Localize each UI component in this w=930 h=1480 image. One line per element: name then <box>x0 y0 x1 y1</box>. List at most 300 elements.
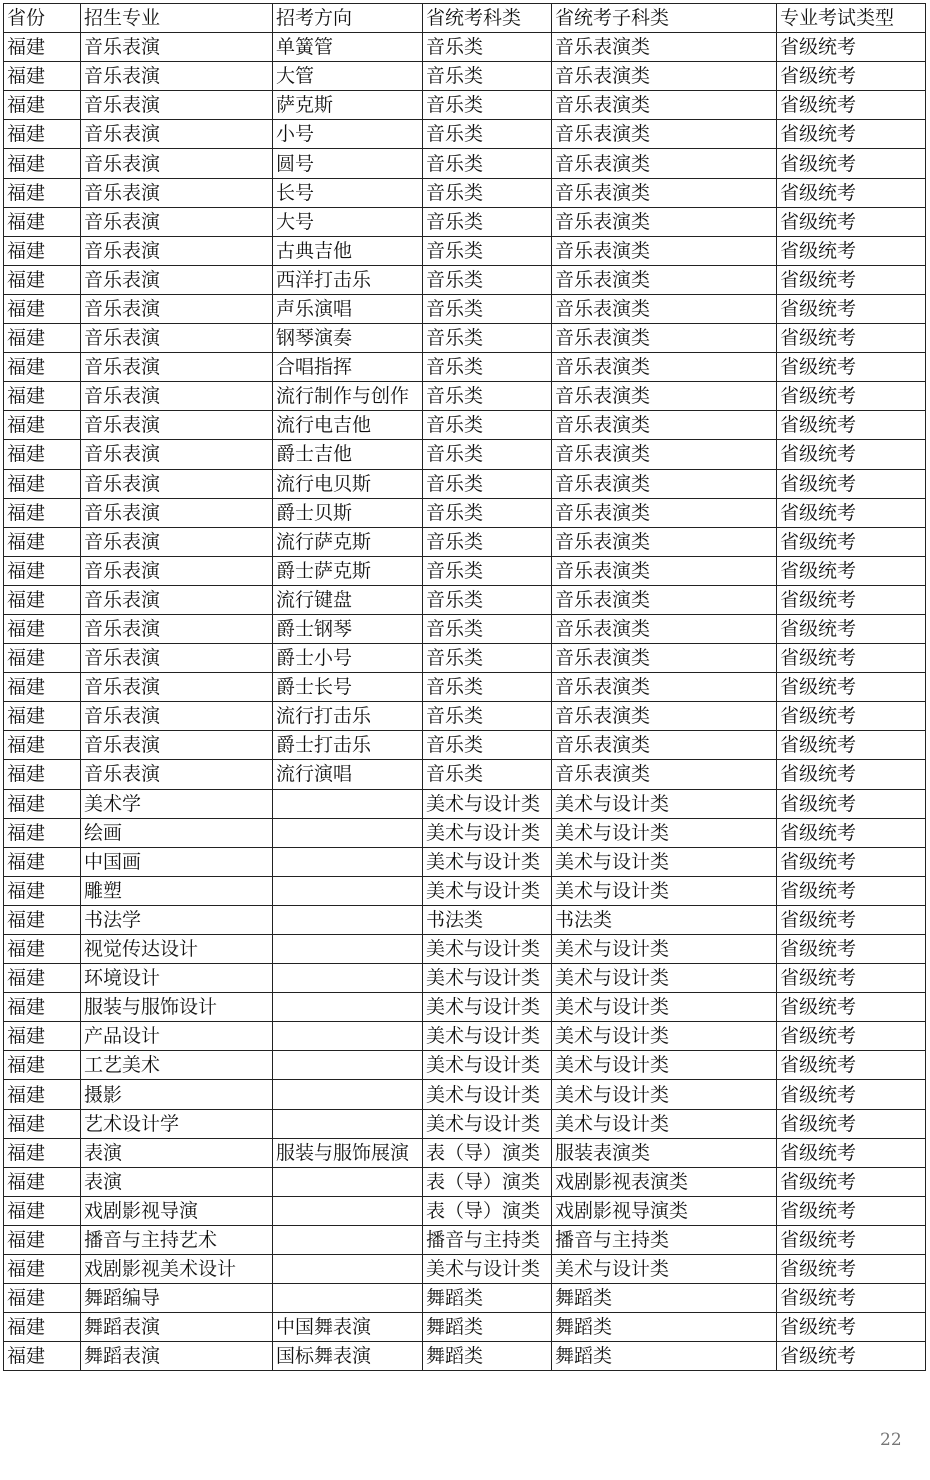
table-cell: 美术与设计类 <box>552 789 777 818</box>
table-cell: 音乐表演类 <box>552 33 777 62</box>
table-cell: 音乐表演 <box>81 614 273 643</box>
table-cell: 音乐表演类 <box>552 324 777 353</box>
table-cell: 萨克斯 <box>273 91 423 120</box>
table-row <box>4 382 926 411</box>
table-cell: 美术与设计类 <box>423 876 552 905</box>
table-cell: 福建 <box>4 120 81 149</box>
table-cell: 戏剧影视美术设计 <box>81 1255 273 1284</box>
table-cell <box>273 1284 423 1313</box>
table-cell: 音乐表演类 <box>552 207 777 236</box>
table-cell: 服装表演类 <box>552 1138 777 1167</box>
table-cell: 福建 <box>4 1080 81 1109</box>
table-cell: 福建 <box>4 1255 81 1284</box>
table-cell: 舞蹈类 <box>423 1284 552 1313</box>
table-cell: 大管 <box>273 62 423 91</box>
table-cell: 音乐表演 <box>81 62 273 91</box>
table-cell: 福建 <box>4 382 81 411</box>
table-cell: 美术与设计类 <box>552 876 777 905</box>
table-row <box>4 178 926 207</box>
table-cell: 福建 <box>4 62 81 91</box>
table-cell: 音乐表演 <box>81 120 273 149</box>
table-cell: 大号 <box>273 207 423 236</box>
table-cell: 音乐表演 <box>81 760 273 789</box>
table-row <box>4 1080 926 1109</box>
table-cell: 雕塑 <box>81 876 273 905</box>
table-cell: 省级统考 <box>777 382 926 411</box>
table-cell: 舞蹈类 <box>552 1284 777 1313</box>
table-cell <box>273 1109 423 1138</box>
table-cell: 省级统考 <box>777 91 926 120</box>
table-cell: 福建 <box>4 614 81 643</box>
table-cell: 音乐类 <box>423 324 552 353</box>
column-header: 省份 <box>4 4 81 33</box>
table-row <box>4 556 926 585</box>
table-cell: 美术与设计类 <box>552 1051 777 1080</box>
table-cell: 省级统考 <box>777 818 926 847</box>
table-cell: 戏剧影视导演类 <box>552 1196 777 1225</box>
column-header: 省统考科类 <box>423 4 552 33</box>
table-cell: 省级统考 <box>777 265 926 294</box>
table-cell: 福建 <box>4 1109 81 1138</box>
table-row <box>4 673 926 702</box>
table-cell: 美术与设计类 <box>423 993 552 1022</box>
table-cell: 省级统考 <box>777 585 926 614</box>
table-cell: 福建 <box>4 294 81 323</box>
table-cell: 流行萨克斯 <box>273 527 423 556</box>
table-cell: 音乐表演 <box>81 353 273 382</box>
table-cell: 美术与设计类 <box>423 1255 552 1284</box>
table-cell: 播音与主持类 <box>423 1225 552 1254</box>
table-row <box>4 818 926 847</box>
table-cell: 省级统考 <box>777 556 926 585</box>
table-row <box>4 207 926 236</box>
table-cell: 产品设计 <box>81 1022 273 1051</box>
table-cell: 音乐表演类 <box>552 178 777 207</box>
table-cell: 音乐类 <box>423 265 552 294</box>
table-cell: 单簧管 <box>273 33 423 62</box>
table-cell <box>273 935 423 964</box>
table-cell: 戏剧影视表演类 <box>552 1167 777 1196</box>
table-cell: 美术与设计类 <box>423 935 552 964</box>
table-body <box>4 4 926 1371</box>
table-cell: 中国舞表演 <box>273 1313 423 1342</box>
table-cell: 表（导）演类 <box>423 1196 552 1225</box>
table-cell: 省级统考 <box>777 1342 926 1371</box>
table-cell: 省级统考 <box>777 1167 926 1196</box>
table-cell: 省级统考 <box>777 993 926 1022</box>
table-cell: 福建 <box>4 33 81 62</box>
table-cell: 音乐类 <box>423 673 552 702</box>
table-cell: 小号 <box>273 120 423 149</box>
table-cell: 音乐类 <box>423 614 552 643</box>
table-cell: 美术与设计类 <box>552 818 777 847</box>
table-cell: 音乐表演 <box>81 556 273 585</box>
table-cell: 福建 <box>4 1225 81 1254</box>
table-cell: 福建 <box>4 1167 81 1196</box>
table-cell: 省级统考 <box>777 353 926 382</box>
table-cell: 工艺美术 <box>81 1051 273 1080</box>
table-cell: 福建 <box>4 265 81 294</box>
table-row <box>4 527 926 556</box>
table-cell: 流行制作与创作 <box>273 382 423 411</box>
table-cell: 音乐表演 <box>81 411 273 440</box>
table-cell: 音乐类 <box>423 469 552 498</box>
table-cell: 书法类 <box>552 905 777 934</box>
table-cell: 音乐表演类 <box>552 644 777 673</box>
table-row <box>4 993 926 1022</box>
table-cell: 美术与设计类 <box>552 935 777 964</box>
table-cell: 音乐类 <box>423 236 552 265</box>
table-cell: 省级统考 <box>777 1313 926 1342</box>
table-cell: 美术与设计类 <box>552 1022 777 1051</box>
table-cell: 音乐类 <box>423 760 552 789</box>
table-cell: 省级统考 <box>777 731 926 760</box>
table-cell: 省级统考 <box>777 62 926 91</box>
table-cell: 音乐类 <box>423 731 552 760</box>
table-cell: 音乐表演 <box>81 673 273 702</box>
table-cell: 美术与设计类 <box>423 789 552 818</box>
table-cell <box>273 1022 423 1051</box>
table-cell: 福建 <box>4 324 81 353</box>
table-cell: 福建 <box>4 993 81 1022</box>
table-cell: 美术与设计类 <box>423 818 552 847</box>
table-row <box>4 702 926 731</box>
table-cell <box>273 1167 423 1196</box>
table-cell: 福建 <box>4 585 81 614</box>
table-cell: 美术与设计类 <box>552 847 777 876</box>
table-cell: 省级统考 <box>777 178 926 207</box>
table-cell: 钢琴演奏 <box>273 324 423 353</box>
table-cell: 音乐表演 <box>81 731 273 760</box>
table-cell: 美术与设计类 <box>423 964 552 993</box>
table-cell: 福建 <box>4 876 81 905</box>
table-cell: 流行电吉他 <box>273 411 423 440</box>
table-cell: 音乐类 <box>423 149 552 178</box>
table-cell: 福建 <box>4 556 81 585</box>
table-cell: 播音与主持艺术 <box>81 1225 273 1254</box>
table-cell: 音乐表演 <box>81 149 273 178</box>
table-cell: 戏剧影视导演 <box>81 1196 273 1225</box>
table-cell <box>273 1255 423 1284</box>
table-cell: 省级统考 <box>777 120 926 149</box>
table-cell: 福建 <box>4 469 81 498</box>
table-cell: 省级统考 <box>777 149 926 178</box>
table-cell <box>273 847 423 876</box>
table-cell: 流行电贝斯 <box>273 469 423 498</box>
table-cell: 舞蹈类 <box>423 1342 552 1371</box>
table-cell: 音乐表演 <box>81 382 273 411</box>
table-cell: 表（导）演类 <box>423 1167 552 1196</box>
table-cell: 摄影 <box>81 1080 273 1109</box>
table-cell <box>273 905 423 934</box>
table-cell: 音乐类 <box>423 702 552 731</box>
table-cell: 流行打击乐 <box>273 702 423 731</box>
table-cell: 省级统考 <box>777 1196 926 1225</box>
table-row <box>4 1138 926 1167</box>
table-cell: 省级统考 <box>777 236 926 265</box>
enrollment-table <box>3 3 926 1371</box>
table-cell: 省级统考 <box>777 498 926 527</box>
column-header: 招考方向 <box>273 4 423 33</box>
table-cell: 福建 <box>4 644 81 673</box>
table-cell: 音乐表演 <box>81 207 273 236</box>
table-row <box>4 1313 926 1342</box>
table-cell: 书法学 <box>81 905 273 934</box>
table-cell: 音乐类 <box>423 585 552 614</box>
table-cell: 福建 <box>4 178 81 207</box>
table-cell: 音乐表演类 <box>552 62 777 91</box>
table-cell: 音乐表演 <box>81 440 273 469</box>
header-row <box>4 4 926 33</box>
table-cell: 音乐表演类 <box>552 614 777 643</box>
table-cell: 省级统考 <box>777 673 926 702</box>
table-cell: 音乐表演类 <box>552 673 777 702</box>
table-cell: 音乐类 <box>423 91 552 120</box>
table-row <box>4 760 926 789</box>
column-header: 省统考子科类 <box>552 4 777 33</box>
table-cell: 省级统考 <box>777 847 926 876</box>
table-cell: 音乐表演类 <box>552 731 777 760</box>
table-cell: 音乐表演类 <box>552 469 777 498</box>
table-cell: 美术与设计类 <box>423 1080 552 1109</box>
table-cell: 音乐类 <box>423 556 552 585</box>
table-cell: 长号 <box>273 178 423 207</box>
table-cell: 合唱指挥 <box>273 353 423 382</box>
table-row <box>4 324 926 353</box>
table-cell: 音乐表演 <box>81 265 273 294</box>
table-cell: 省级统考 <box>777 1255 926 1284</box>
table-cell: 音乐表演类 <box>552 760 777 789</box>
table-cell: 音乐表演 <box>81 33 273 62</box>
table-cell: 省级统考 <box>777 789 926 818</box>
table-cell: 省级统考 <box>777 207 926 236</box>
table-cell: 音乐类 <box>423 33 552 62</box>
table-cell: 表演 <box>81 1167 273 1196</box>
table-cell: 圆号 <box>273 149 423 178</box>
table-cell: 省级统考 <box>777 876 926 905</box>
table-cell: 音乐表演类 <box>552 294 777 323</box>
table-cell: 省级统考 <box>777 440 926 469</box>
table-cell: 美术与设计类 <box>423 1022 552 1051</box>
table-cell: 音乐表演 <box>81 585 273 614</box>
table-cell: 福建 <box>4 935 81 964</box>
table-cell: 美术与设计类 <box>552 1255 777 1284</box>
table-cell: 爵士小号 <box>273 644 423 673</box>
table-cell <box>273 993 423 1022</box>
table-row <box>4 876 926 905</box>
table-row <box>4 731 926 760</box>
table-cell: 流行演唱 <box>273 760 423 789</box>
table-cell: 音乐类 <box>423 498 552 527</box>
table-cell: 福建 <box>4 818 81 847</box>
table-cell: 音乐表演类 <box>552 353 777 382</box>
table-cell: 福建 <box>4 149 81 178</box>
table-row <box>4 120 926 149</box>
table-cell: 省级统考 <box>777 1225 926 1254</box>
table-cell: 音乐表演类 <box>552 236 777 265</box>
table-cell: 省级统考 <box>777 760 926 789</box>
table-cell: 福建 <box>4 731 81 760</box>
table-cell: 视觉传达设计 <box>81 935 273 964</box>
table-cell: 书法类 <box>423 905 552 934</box>
table-row <box>4 265 926 294</box>
table-cell: 表演 <box>81 1138 273 1167</box>
table-cell: 福建 <box>4 702 81 731</box>
table-cell: 福建 <box>4 91 81 120</box>
table-row <box>4 935 926 964</box>
table-cell: 音乐表演类 <box>552 265 777 294</box>
table-cell: 福建 <box>4 847 81 876</box>
table-cell: 音乐类 <box>423 527 552 556</box>
table-cell: 爵士钢琴 <box>273 614 423 643</box>
table-cell: 爵士长号 <box>273 673 423 702</box>
table-cell: 福建 <box>4 1051 81 1080</box>
table-cell: 省级统考 <box>777 905 926 934</box>
table-cell: 爵士吉他 <box>273 440 423 469</box>
table-cell: 福建 <box>4 1284 81 1313</box>
table-row <box>4 411 926 440</box>
table-cell <box>273 789 423 818</box>
table-row <box>4 1225 926 1254</box>
table-cell: 爵士贝斯 <box>273 498 423 527</box>
table-cell: 福建 <box>4 760 81 789</box>
table-cell: 音乐类 <box>423 644 552 673</box>
table-row <box>4 62 926 91</box>
table-row <box>4 585 926 614</box>
table-cell: 舞蹈类 <box>423 1313 552 1342</box>
table-cell: 国标舞表演 <box>273 1342 423 1371</box>
table-cell: 音乐表演类 <box>552 411 777 440</box>
table-cell: 音乐表演 <box>81 236 273 265</box>
table-row <box>4 236 926 265</box>
table-row <box>4 1342 926 1371</box>
table-row <box>4 644 926 673</box>
table-cell: 音乐表演类 <box>552 149 777 178</box>
table-cell: 古典吉他 <box>273 236 423 265</box>
table-cell <box>273 964 423 993</box>
table-cell: 中国画 <box>81 847 273 876</box>
table-cell: 音乐表演 <box>81 527 273 556</box>
table-cell: 省级统考 <box>777 614 926 643</box>
table-cell <box>273 1225 423 1254</box>
table-cell: 音乐表演类 <box>552 702 777 731</box>
table-cell: 福建 <box>4 1138 81 1167</box>
table-row <box>4 1051 926 1080</box>
table-cell: 音乐表演 <box>81 498 273 527</box>
table-cell: 美术与设计类 <box>423 1051 552 1080</box>
table-cell: 福建 <box>4 411 81 440</box>
table-cell: 音乐表演类 <box>552 91 777 120</box>
table-cell: 音乐类 <box>423 382 552 411</box>
table-cell: 绘画 <box>81 818 273 847</box>
table-cell: 福建 <box>4 1342 81 1371</box>
table-cell: 省级统考 <box>777 527 926 556</box>
table-cell: 福建 <box>4 1196 81 1225</box>
table-cell: 音乐类 <box>423 62 552 91</box>
table-cell: 音乐类 <box>423 411 552 440</box>
table-cell: 音乐类 <box>423 353 552 382</box>
table-cell: 音乐表演 <box>81 324 273 353</box>
table-cell: 音乐表演 <box>81 469 273 498</box>
table-cell: 省级统考 <box>777 935 926 964</box>
table-row <box>4 1284 926 1313</box>
table-row <box>4 33 926 62</box>
table-cell: 省级统考 <box>777 411 926 440</box>
table-cell: 音乐表演 <box>81 178 273 207</box>
table-cell: 省级统考 <box>777 1051 926 1080</box>
table-cell: 音乐类 <box>423 294 552 323</box>
table-cell: 省级统考 <box>777 702 926 731</box>
table-row <box>4 1022 926 1051</box>
table-cell: 音乐表演类 <box>552 556 777 585</box>
table-cell: 服装与服饰展演 <box>273 1138 423 1167</box>
table-cell: 福建 <box>4 673 81 702</box>
table-cell: 播音与主持类 <box>552 1225 777 1254</box>
table-row <box>4 149 926 178</box>
table-cell: 美术学 <box>81 789 273 818</box>
table-cell <box>273 1080 423 1109</box>
table-cell: 声乐演唱 <box>273 294 423 323</box>
table-cell: 福建 <box>4 440 81 469</box>
table-cell: 福建 <box>4 236 81 265</box>
table-row <box>4 469 926 498</box>
table-cell: 省级统考 <box>777 1022 926 1051</box>
table-row <box>4 1109 926 1138</box>
table-cell: 福建 <box>4 1313 81 1342</box>
table-cell: 流行键盘 <box>273 585 423 614</box>
table-row <box>4 353 926 382</box>
table-cell: 省级统考 <box>777 1284 926 1313</box>
table-cell: 美术与设计类 <box>552 964 777 993</box>
table-cell: 音乐表演类 <box>552 440 777 469</box>
table-cell <box>273 1051 423 1080</box>
table-row <box>4 614 926 643</box>
table-cell: 服装与服饰设计 <box>81 993 273 1022</box>
table-cell <box>273 876 423 905</box>
table-cell: 省级统考 <box>777 1109 926 1138</box>
table-row <box>4 964 926 993</box>
table-cell: 美术与设计类 <box>552 993 777 1022</box>
table-cell: 舞蹈表演 <box>81 1342 273 1371</box>
table-cell: 表（导）演类 <box>423 1138 552 1167</box>
table-cell: 艺术设计学 <box>81 1109 273 1138</box>
table-cell: 福建 <box>4 527 81 556</box>
table-cell: 舞蹈类 <box>552 1342 777 1371</box>
table-row <box>4 789 926 818</box>
table-cell: 省级统考 <box>777 469 926 498</box>
table-cell <box>273 1196 423 1225</box>
table-cell: 音乐表演 <box>81 294 273 323</box>
table-cell: 福建 <box>4 905 81 934</box>
table-cell: 音乐类 <box>423 440 552 469</box>
table-cell: 美术与设计类 <box>552 1080 777 1109</box>
table-cell: 爵士打击乐 <box>273 731 423 760</box>
table-cell: 音乐表演类 <box>552 527 777 556</box>
table-row <box>4 847 926 876</box>
table-cell: 音乐表演类 <box>552 382 777 411</box>
table-cell: 音乐表演类 <box>552 585 777 614</box>
table-row <box>4 498 926 527</box>
table-row <box>4 91 926 120</box>
table-cell <box>273 818 423 847</box>
table-cell: 省级统考 <box>777 294 926 323</box>
table-cell: 福建 <box>4 1022 81 1051</box>
table-cell: 舞蹈表演 <box>81 1313 273 1342</box>
column-header: 专业考试类型 <box>777 4 926 33</box>
table-cell: 美术与设计类 <box>423 1109 552 1138</box>
table-row <box>4 905 926 934</box>
table-cell: 福建 <box>4 964 81 993</box>
